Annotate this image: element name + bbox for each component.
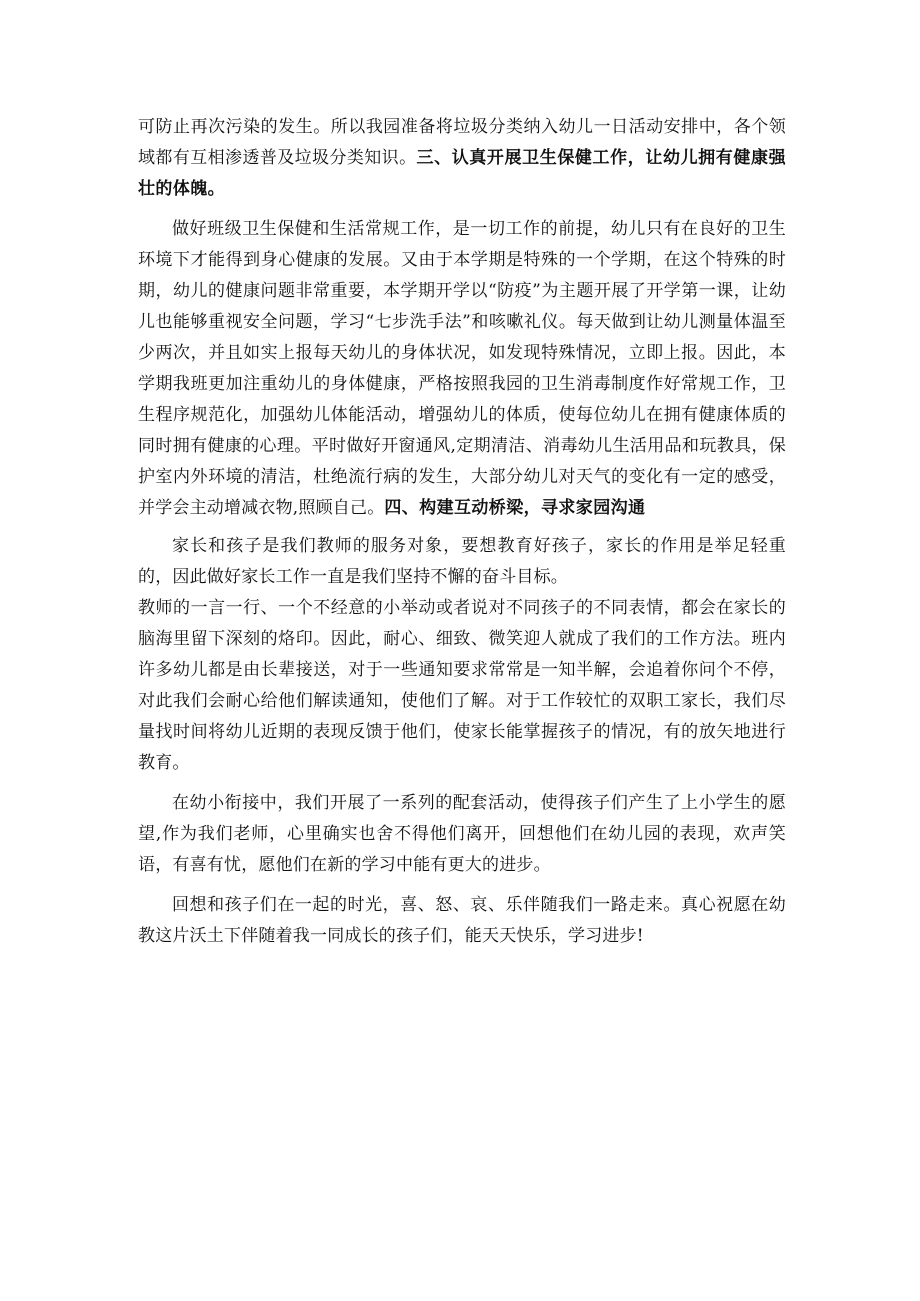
- paragraph-4-text: 教师的一言一行、一个不经意的小举动或者说对不同孩子的不同表情，都会在家长的脑海里留下深刻的烙印。因此，耐心、细致、微笑迎人就成了我们的工作方法。班内许多幼儿都是由长辈接送，对于一些通知要求常常是一知半解，会追着你问个不停，对此我们会耐心给他们解读通知，使他们了解。对于工作较忙的双职工家长，我们尽量找时间将幼儿近期的表现反馈于他们，使家长能掌握孩子的情况，有的放矢地进行教育。: [138, 598, 786, 773]
- document-body: [138, 112, 786, 952]
- section-heading-3: 三、认真开展卫生保健工作，让幼儿拥有健康强壮的体魄。: [138, 148, 786, 199]
- paragraph-3-text: 家长和孩子是我们教师的服务对象，要想教育好孩子，家长的作用是举足轻重的，因此做好家长工作一直是我们坚持不懈的奋斗目标。: [138, 536, 786, 587]
- paragraph-5: [138, 788, 786, 881]
- paragraph-1-text: 可防止再次污染的发生。所以我园准备将垃圾分类纳入幼儿一日活动安排中，各个领域都有互相渗透普及垃圾分类知识。: [138, 117, 786, 168]
- paragraph-6: [138, 890, 786, 952]
- paragraph-1: [138, 112, 786, 205]
- section-heading-4: 四、构建互动桥梁，寻求家园沟通: [384, 498, 646, 518]
- paragraph-6-text: 回想和孩子们在一起的时光，喜、怒、哀、乐伴随我们一路走来。真心祝愿在幼教这片沃土下伴随着我一同成长的孩子们，能天天快乐，学习进步!: [138, 895, 786, 946]
- paragraph-2: [138, 214, 786, 524]
- paragraph-5-text: 在幼小衔接中，我们开展了一系列的配套活动，使得孩子们产生了上小学生的愿望,作为我们老师，心里确实也舍不得他们离开，回想他们在幼儿园的表现，欢声笑语，有喜有忧，愿他们在新的学习中能有更大的进步。: [138, 793, 786, 875]
- paragraph-4: [138, 593, 786, 779]
- paragraph-2-text: 做好班级卫生保健和生活常规工作，是一切工作的前提，幼儿只有在良好的卫生环境下才能得到身心健康的发展。又由于本学期是特殊的一个学期，在这个特殊的时期，幼儿的健康问题非常重要，本学期开学以“防疫”为主题开展了开学第一课，让幼儿也能够重视安全问题，学习“七步洗手法”和咳嗽礼仪。每天做到让幼儿测量体温至少两次，并且如实上报每天幼儿的身体状况，如发现特殊情况，立即上报。因此，本学期我班更加注重幼儿的身体健康，严格按照我园的卫生消毒制度作好常规工作，卫生程序规范化，加强幼儿体能活动，增强幼儿的体质，使每位幼儿在拥有健康体质的同时拥有健康的心理。平时做好开窗通风,定期清洁、消毒幼儿生活用品和玩教具，保护室内外环境的清洁，杜绝流行病的发生，大部分幼儿对天气的变化有一定的感受，并学会主动增减衣物,照顾自己。: [138, 219, 786, 518]
- paragraph-3: [138, 531, 786, 593]
